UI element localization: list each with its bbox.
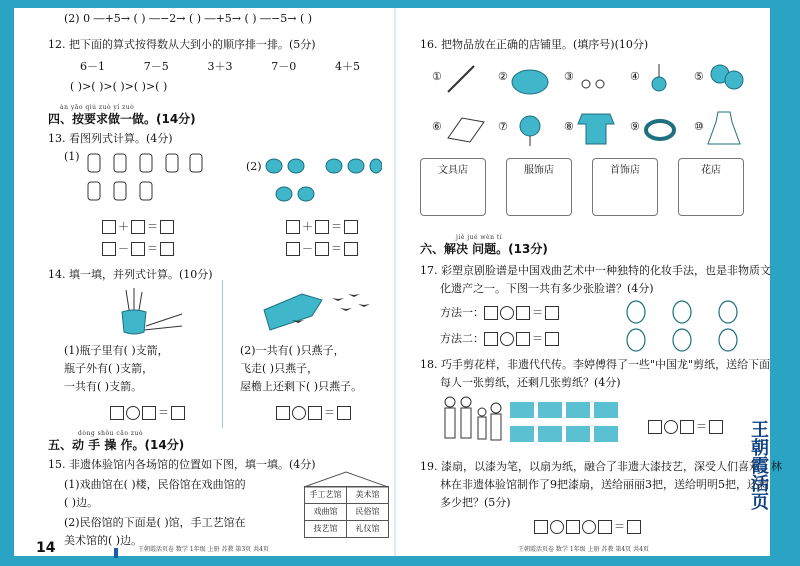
q14b-line1: (2)一共有( )只燕子，: [240, 344, 345, 357]
answer-box[interactable]: [516, 332, 530, 346]
museum-cell: 技艺馆: [305, 521, 347, 538]
answer-box[interactable]: [516, 306, 530, 320]
q14b-equation: ＝: [276, 406, 351, 420]
binding-mark: [114, 548, 118, 558]
operator-circle[interactable]: [292, 406, 306, 420]
operator-circle[interactable]: [550, 520, 564, 534]
page-number: 14: [36, 540, 56, 556]
pendant-icon: [644, 62, 674, 96]
q12-expr: 3＋3: [207, 60, 233, 73]
item-num: ⑦: [498, 120, 508, 133]
flower-bunch-icon: [510, 110, 550, 148]
answer-box[interactable]: [598, 520, 612, 534]
answer-box[interactable]: [110, 406, 124, 420]
answer-box[interactable]: [709, 420, 723, 434]
answer-box[interactable]: [131, 242, 145, 256]
sec4-pinyin: àn yāo qiú zuò yí zuò: [60, 104, 135, 111]
museum-cell: 戏曲馆: [305, 504, 347, 521]
brush-icon: [444, 62, 478, 96]
q12-title: 12. 把下面的算式按得数从大到小的顺序排一排。(5分): [48, 38, 316, 51]
paper-icon: [444, 112, 488, 146]
answer-box[interactable]: [315, 242, 329, 256]
q13-part2-label: (2): [246, 160, 262, 173]
item-num: ②: [498, 70, 508, 83]
sec4-title: 四、按要求做一做。(14分): [48, 112, 196, 126]
answer-box[interactable]: [160, 220, 174, 234]
shop-clothing[interactable]: [506, 158, 572, 216]
q15-title: 15. 非遗体验馆内各场馆的位置如下图，填一填。(4分): [48, 458, 316, 471]
answer-box[interactable]: [160, 242, 174, 256]
q19-line3: 多少把？(5分): [440, 496, 511, 509]
left-footer: 王朝霞活页卷 数学 1年级 上册 苏教 第3页 共4页: [138, 546, 269, 553]
worksheet-sheet: [14, 8, 782, 556]
flowers-icon: [706, 60, 746, 98]
q14a-equation: ＝: [110, 406, 185, 420]
answer-box[interactable]: [131, 220, 145, 234]
q12-expressions: [80, 60, 360, 74]
q13-part1-equation-a: ＋ ＝: [102, 220, 174, 234]
answer-box[interactable]: [566, 520, 580, 534]
q17-method1: 方法一： ＝: [440, 306, 559, 320]
answer-box[interactable]: [627, 520, 641, 534]
item-num: ③: [564, 70, 574, 83]
q12-expr: 4＋5: [335, 60, 360, 73]
answer-box[interactable]: [308, 406, 322, 420]
museum-cell: 美术馆: [347, 487, 389, 504]
brand-side-text: 王朝霞活页: [748, 420, 769, 510]
item-num: ⑤: [694, 70, 704, 83]
shop-label: 文具店: [438, 165, 468, 176]
lanterns-illustration: [262, 154, 382, 210]
eaves-swallows-illustration: [262, 286, 372, 332]
bracelet-icon: [642, 112, 678, 146]
q19-equation: ＝: [534, 520, 641, 534]
shop-flower[interactable]: [678, 158, 744, 216]
museum-cell: 民俗馆: [347, 504, 389, 521]
q13-part1-equation-b: － ＝: [102, 242, 174, 256]
sec5-title: 五、动 手 操 作。(14分): [48, 438, 185, 452]
museum-layout-grid: [304, 486, 389, 538]
answer-box[interactable]: [484, 306, 498, 320]
operator-circle[interactable]: [582, 520, 596, 534]
shop-jewelry[interactable]: [592, 158, 658, 216]
answer-box[interactable]: [680, 420, 694, 434]
q15-line3: (2)民俗馆的下面是( )馆，手工艺馆在: [64, 516, 246, 529]
page-divider: [394, 8, 396, 556]
q12-expr: 6－1: [80, 60, 105, 73]
bottles-illustration: [84, 148, 224, 208]
answer-box[interactable]: [142, 406, 156, 420]
hat-icon: [510, 62, 550, 96]
q15-line2: ( )边。: [64, 496, 99, 509]
q13-title: 13. 看图列式计算。(4分): [48, 132, 173, 145]
q14-divider: [222, 280, 223, 428]
q15-line1: (1)戏曲馆在( )楼，民俗馆在戏曲馆的: [64, 478, 246, 491]
q17-line1: 17. 彩塑京剧脸谱是中国戏曲艺术中一种独特的化妆手法，也是非物质文: [420, 264, 771, 277]
q14a-line3: 一共有( )支箭。: [64, 380, 143, 393]
answer-box[interactable]: [344, 220, 358, 234]
operator-circle[interactable]: [500, 332, 514, 346]
q12-order-line: ( )>( )>( )>( )>( ): [70, 80, 168, 93]
answer-box[interactable]: [276, 406, 290, 420]
item-num: ④: [630, 70, 640, 83]
answer-box[interactable]: [286, 242, 300, 256]
item-num: ⑨: [630, 120, 640, 133]
right-footer: 王朝霞活页卷 数学 1年级 上册 苏教 第4页 共4页: [518, 546, 649, 553]
q14b-line3: 屋檐上还剩下( )只燕子。: [240, 380, 363, 393]
q14a-line1: (1)瓶子里有( )支箭，: [64, 344, 169, 357]
q12-expr: 7－0: [271, 60, 297, 73]
sec5-pinyin: dòng shǒu cāo zuò: [78, 430, 143, 437]
q16-title: 16. 把物品放在正确的店铺里。(填序号)(10分): [420, 38, 649, 51]
answer-box[interactable]: [484, 332, 498, 346]
shop-label: 服饰店: [524, 165, 554, 176]
shop-label: 首饰店: [610, 165, 640, 176]
operator-circle[interactable]: [664, 420, 678, 434]
item-num: ⑧: [564, 120, 574, 133]
q13-part2-equation-a: ＋ ＝: [286, 220, 358, 234]
q14a-line2: 瓶子外有( )支箭，: [64, 362, 154, 375]
item-num: ⑥: [432, 120, 442, 133]
right-page: [400, 8, 782, 556]
q12-expr: 7－5: [143, 60, 169, 73]
q13-part2-equation-b: － ＝: [286, 242, 358, 256]
q19-line1: 19. 漆扇，以漆为笔，以扇为纸，融合了非遗大漆技艺，深受人们喜欢。林: [420, 460, 782, 473]
operator-circle[interactable]: [126, 406, 140, 420]
answer-box[interactable]: [171, 406, 185, 420]
answer-box[interactable]: [344, 242, 358, 256]
robe-icon: [576, 110, 616, 148]
dragon-papercuts-illustration: [508, 400, 624, 448]
shop-label: 花店: [701, 165, 721, 176]
answer-box[interactable]: [534, 520, 548, 534]
answer-box[interactable]: [545, 306, 559, 320]
q18-line1: 18. 巧手剪花样，非遗代代传。李婷傅得了一些"中国龙"剪纸，送给下面: [420, 358, 771, 371]
q18-line2: 每人一张剪纸，还剩几张剪纸？(4分): [440, 376, 621, 389]
q13-part1-label: (1): [64, 150, 80, 163]
answer-box[interactable]: [102, 242, 116, 256]
q17-method2: 方法二： ＝: [440, 332, 559, 346]
method1-label: 方法一：: [440, 306, 484, 319]
q19-line2: 林在非遗体验馆制作了9把漆扇，送给丽丽3把，送给明明5把，还剩: [440, 478, 769, 491]
q18-equation: ＝: [648, 420, 723, 434]
arrow-vase-illustration: [96, 286, 186, 336]
q11-part2-line: (2) 0 ―+5→ ( ) ―−2→ ( ) ―+5→ ( ) ―−5→ ( ): [64, 12, 313, 25]
museum-cell: 礼仪馆: [347, 521, 389, 538]
item-num: ①: [432, 70, 442, 83]
dress-icon: [706, 108, 742, 148]
q17-line2: 化遗产之一。下图一共有多少张脸谱？(4分): [440, 282, 654, 295]
museum-cell: 手工艺馆: [305, 487, 347, 504]
item-num: ⑩: [694, 120, 704, 133]
answer-box[interactable]: [648, 420, 662, 434]
method2-label: 方法二：: [440, 332, 484, 345]
answer-box[interactable]: [337, 406, 351, 420]
left-page: [14, 8, 394, 556]
shop-stationery[interactable]: [420, 158, 486, 216]
opera-masks-illustration: [622, 300, 742, 352]
answer-box[interactable]: [286, 220, 300, 234]
sec6-title: 六、解决 问题。(13分): [420, 242, 548, 256]
answer-box[interactable]: [545, 332, 559, 346]
sec6-pinyin: jiě jué wèn tí: [456, 234, 503, 241]
earrings-icon: [578, 62, 608, 96]
family-illustration: [440, 394, 506, 452]
q15-line4: 美术馆的( )边。: [64, 534, 143, 547]
operator-circle[interactable]: [500, 306, 514, 320]
answer-box[interactable]: [102, 220, 116, 234]
answer-box[interactable]: [315, 220, 329, 234]
q14b-line2: 飞走( )只燕子，: [240, 362, 319, 375]
q14-title: 14. 填一填，并列式计算。(10分): [48, 268, 213, 281]
